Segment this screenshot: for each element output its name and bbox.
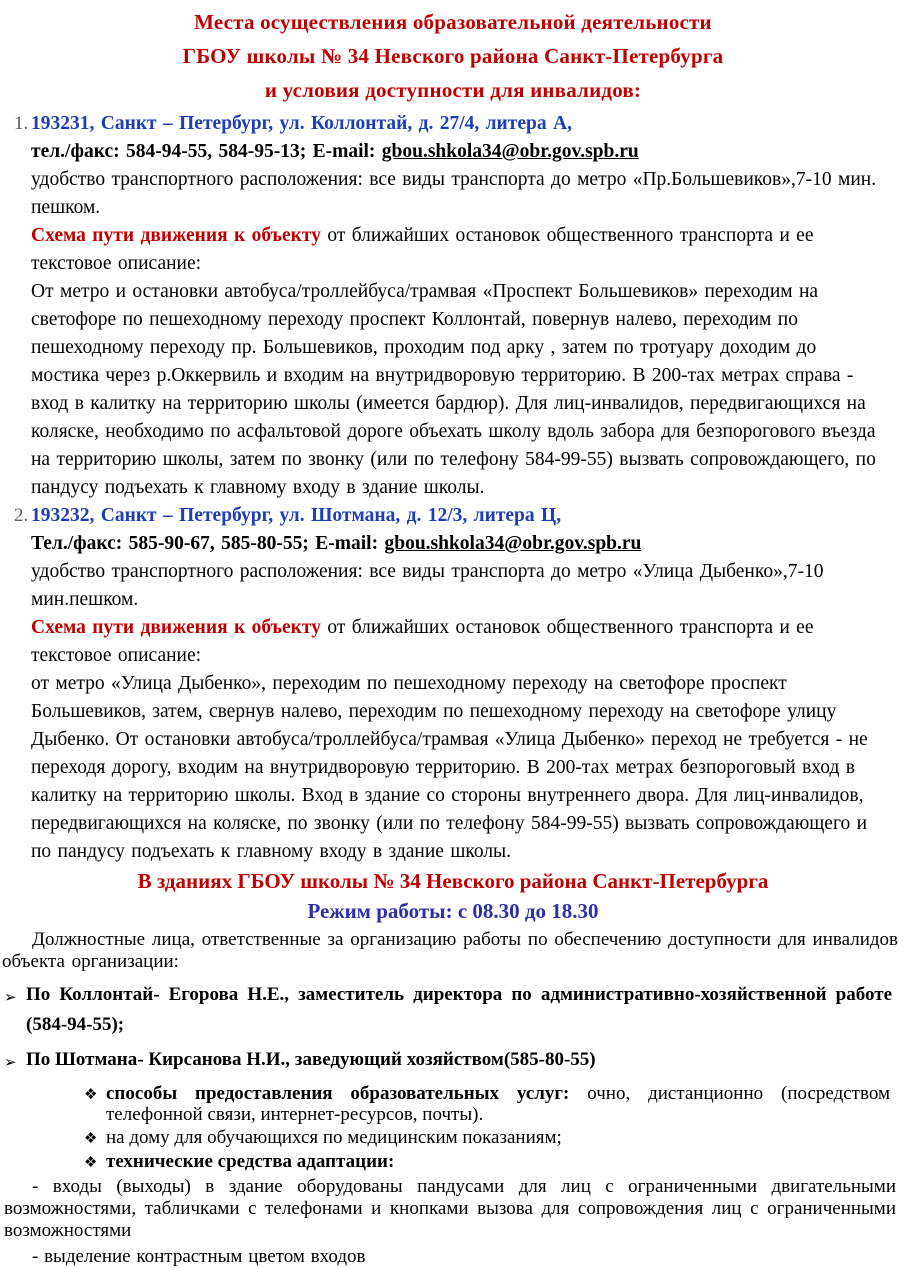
phone-numbers: Тел./факс: 585-90-67, 585-80-55; E-mail: — [31, 533, 385, 554]
location-item-2 — [0, 502, 906, 866]
location-address: 193231, Санкт – Петербург, ул. Коллонтай, д. 27/4, литера А, — [31, 113, 572, 134]
service-text — [106, 1127, 890, 1149]
list-number: 2. — [14, 505, 29, 526]
route-scheme-line — [31, 222, 884, 278]
arrow-bullet-icon: ➢ — [4, 988, 17, 1006]
services-list — [0, 1083, 906, 1173]
locations-list — [0, 110, 906, 866]
scheme-heading: Схема пути движения к объекту — [31, 617, 321, 638]
diamond-bullet-icon: ❖ — [84, 1129, 98, 1147]
section-heading-buildings: В зданиях ГБОУ школы № 34 Невского района Санкт-Петербурга — [137, 869, 769, 893]
official-item-shotmana — [4, 1045, 892, 1077]
location-body — [31, 110, 906, 502]
service-item-methods — [84, 1083, 890, 1125]
title-line-2: ГБОУ школы № 34 Невского района Санкт-Петербурга — [182, 44, 724, 68]
service-text-rest: на дому для обучающихся по медицинским показаниям; — [106, 1127, 562, 1148]
transport-note: удобство транспортного расположения: все виды транспорта до метро «Пр.Большевиков»,7-10 мин. пешком. — [31, 169, 877, 218]
title-line-1: Места осуществления образовательной деятельности — [194, 10, 712, 34]
route-description: от метро «Улица Дыбенко», переходим по пешеходному переходу на светофоре проспект Большевиков, затем, свернув налево, переходим по пешеходному переходу на светофоре улицу Дыбенко. От остановки автобуса/троллейбуса/трамвая «Улица Дыбенко» переход не требуется - не переходя дорогу, входим на внутридворовую территорию. В 200-тах метрах безпороговый вход в калитку на территорию школы. Вход в здание со стороны внутреннего двора. Для лиц-инвалидов, передвигающихся на коляске, по звонку (или по телефону 584-99-55) вызвать сопровождающего и по пандусу подъехать к главному входу в здание школы. — [31, 673, 868, 862]
section-heading-schedule: Режим работы: с 08.30 до 18.30 — [307, 899, 599, 923]
scheme-intro-text: от ближайших остановок общественного транспорта и ее текстовое описание: — [31, 225, 814, 274]
route-description: От метро и остановки автобуса/троллейбуса/трамвая «Проспект Большевиков» переходим на светофоре по пешеходному переходу проспект Коллонтай, повернув налево, переходим по пешеходному переходу пр. Большевиков, проходим под арку , затем по тротуару доходим до мостика через р.Оккервиль и входим на внутридворовую территорию. В 200-тах метрах справа - вход в калитку на территорию школы (имеется бардюр). Для лиц-инвалидов, передвигающихся на коляске, необходимо по асфальтовой дороге объехать школу вдоль забора для безпорогового въезда на территорию школы, затем по звонку (или по телефону 584-99-55) вызвать сопровождающего, по пандусу подъехать к главному входу в здание школы. — [31, 281, 876, 498]
scheme-heading: Схема пути движения к объекту — [31, 225, 321, 246]
title-line-3: и условия доступности для инвалидов: — [264, 78, 642, 102]
service-item-adaptation — [84, 1151, 890, 1173]
service-text — [106, 1151, 890, 1173]
adaptation-note-contrast: - выделение контрастным цветом входов — [32, 1246, 366, 1267]
location-address: 193232, Санкт – Петербург, ул. Шотмана, д. 12/3, литера Ц, — [31, 505, 562, 526]
service-text-rest: очно, дистанционно (посредством телефонной связи, интернет-ресурсов, почты). — [106, 1083, 890, 1125]
officials-list — [0, 980, 906, 1077]
email-link[interactable]: gbou.shkola34@obr.gov.spb.ru — [384, 533, 642, 554]
service-text-bold: способы предоставления образовательных услуг: — [106, 1083, 570, 1104]
service-text-bold: технические средства адаптации: — [106, 1151, 395, 1172]
service-item-home — [84, 1127, 890, 1149]
official-item-kollontay — [4, 980, 892, 1040]
email-link[interactable]: gbou.shkola34@obr.gov.spb.ru — [381, 141, 639, 162]
adaptation-note-entrances: - входы (выходы) в здание оборудованы пандусами для лиц с ограниченными двигательными возможностями, табличками с телефонами и кнопками вызова для сопровождения лиц с ограниченными возможностями — [4, 1176, 896, 1241]
location-body — [31, 502, 906, 866]
document-title — [0, 0, 906, 107]
location-item-1 — [0, 110, 906, 502]
adaptation-notes — [0, 1176, 906, 1268]
route-scheme-line — [31, 614, 884, 670]
official-text: По Коллонтай- Егорова Н.Е., заместитель директора по административно-хозяйственной работе (584-94-55); — [26, 984, 892, 1035]
diamond-bullet-icon: ❖ — [84, 1085, 98, 1103]
transport-note: удобство транспортного расположения: все виды транспорта до метро «Улица Дыбенко»,7-10 мин.пешком. — [31, 561, 824, 610]
officials-intro: Должностные лица, ответственные за организацию работы по обеспечению доступности для инвалидов объекта организации: — [2, 929, 898, 972]
service-text — [106, 1083, 890, 1125]
location-phone — [31, 530, 884, 558]
diamond-bullet-icon: ❖ — [84, 1153, 98, 1171]
location-phone — [31, 138, 884, 166]
list-number: 1. — [14, 113, 29, 134]
arrow-bullet-icon: ➢ — [4, 1053, 17, 1071]
phone-numbers: тел./факс: 584-94-55, 584-95-13; E-mail: — [31, 141, 382, 162]
official-text: По Шотмана- Кирсанова Н.И., заведующий хозяйством(585-80-55) — [26, 1049, 596, 1070]
scheme-intro-text: от ближайших остановок общественного транспорта и ее текстовое описание: — [31, 617, 814, 666]
